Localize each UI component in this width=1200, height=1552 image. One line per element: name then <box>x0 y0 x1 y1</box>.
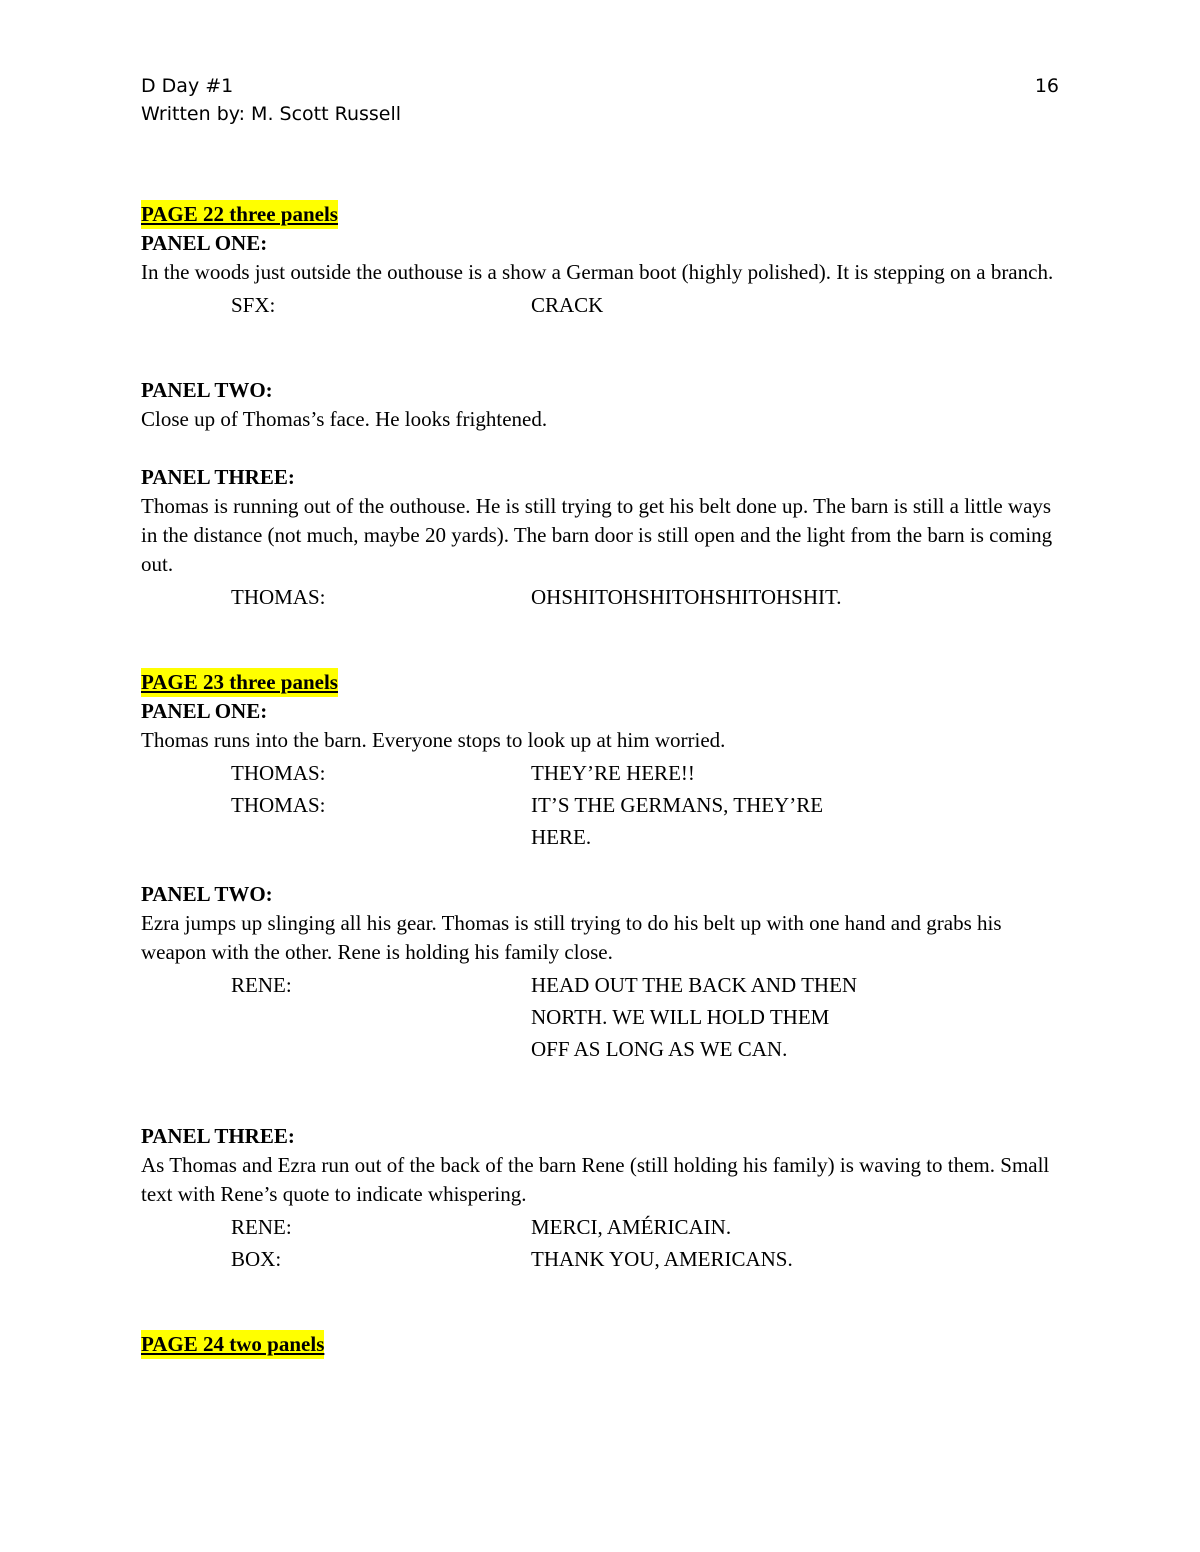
dialogue-row <box>141 757 1061 789</box>
dialogue-line-part: HERE. <box>531 825 592 849</box>
document-author: Written by: M. Scott Russell <box>141 103 402 125</box>
dialogue-row <box>141 1211 1061 1243</box>
page-number: 16 <box>1034 75 1059 97</box>
dialogue-speaker: SFX: <box>231 293 276 317</box>
dialogue-row <box>141 289 1061 321</box>
page-heading-24: PAGE 24 two panels <box>141 1330 324 1359</box>
dialogue-row <box>141 969 1061 1065</box>
panel-label: PANEL ONE: <box>141 231 268 255</box>
dialogue-line-part: HEAD OUT THE BACK AND THEN <box>531 973 858 997</box>
dialogue-line-part: NORTH. WE WILL HOLD THEM <box>531 1005 830 1029</box>
panel-label: PANEL THREE: <box>141 1124 295 1148</box>
panel-description: Ezra jumps up slinging all his gear. Thomas is still trying to do his belt up with one hand and grabs his weapon with the other. Rene is holding his family close. <box>141 911 1002 964</box>
dialogue-line: MERCI, AMÉRICAIN. <box>531 1215 732 1239</box>
dialogue-speaker: RENE: <box>231 1215 292 1239</box>
panel-description: As Thomas and Ezra run out of the back of the barn Rene (still holding his family) is waving to them. Small text with Rene’s quote to indicate whispering. <box>141 1153 1050 1206</box>
dialogue-speaker: BOX: <box>231 1247 282 1271</box>
dialogue-speaker: THOMAS: <box>231 761 326 785</box>
panel-description: Close up of Thomas’s face. He looks frightened. <box>141 407 548 431</box>
document-header <box>141 72 1059 128</box>
dialogue-row <box>141 789 1061 853</box>
dialogue-row <box>141 581 1061 613</box>
dialogue-line <box>531 969 931 1065</box>
dialogue-line-part: OFF AS LONG AS WE CAN. <box>531 1037 788 1061</box>
dialogue-line: CRACK <box>531 293 604 317</box>
page-heading-23: PAGE 23 three panels <box>141 668 338 697</box>
panel-label: PANEL THREE: <box>141 465 295 489</box>
dialogue-line: THEY’RE HERE!! <box>531 761 695 785</box>
dialogue-speaker: RENE: <box>231 973 292 997</box>
page-heading-22: PAGE 22 three panels <box>141 200 338 229</box>
panel-description: Thomas runs into the barn. Everyone stops to look up at him worried. <box>141 728 726 752</box>
script-body <box>141 200 1061 1359</box>
panel-label: PANEL TWO: <box>141 882 273 906</box>
dialogue-line: OHSHITOHSHITOHSHITOHSHIT. <box>531 585 842 609</box>
dialogue-line: THANK YOU, AMERICANS. <box>531 1247 793 1271</box>
panel-description: Thomas is running out of the outhouse. He is still trying to get his belt done up. The barn is still a little ways in the distance (not much, maybe 20 yards). The barn door is still open and the light from the barn is coming out. <box>141 494 1053 576</box>
panel-label: PANEL TWO: <box>141 378 273 402</box>
panel-label: PANEL ONE: <box>141 699 268 723</box>
dialogue-speaker: THOMAS: <box>231 793 326 817</box>
dialogue-speaker: THOMAS: <box>231 585 326 609</box>
document-title: D Day #1 <box>141 75 234 97</box>
panel-description: In the woods just outside the outhouse is a show a German boot (highly polished). It is stepping on a branch. <box>141 260 1054 284</box>
dialogue-line-part: IT’S THE GERMANS, THEY’RE <box>531 793 824 817</box>
dialogue-line <box>531 789 931 853</box>
dialogue-row <box>141 1243 1061 1275</box>
